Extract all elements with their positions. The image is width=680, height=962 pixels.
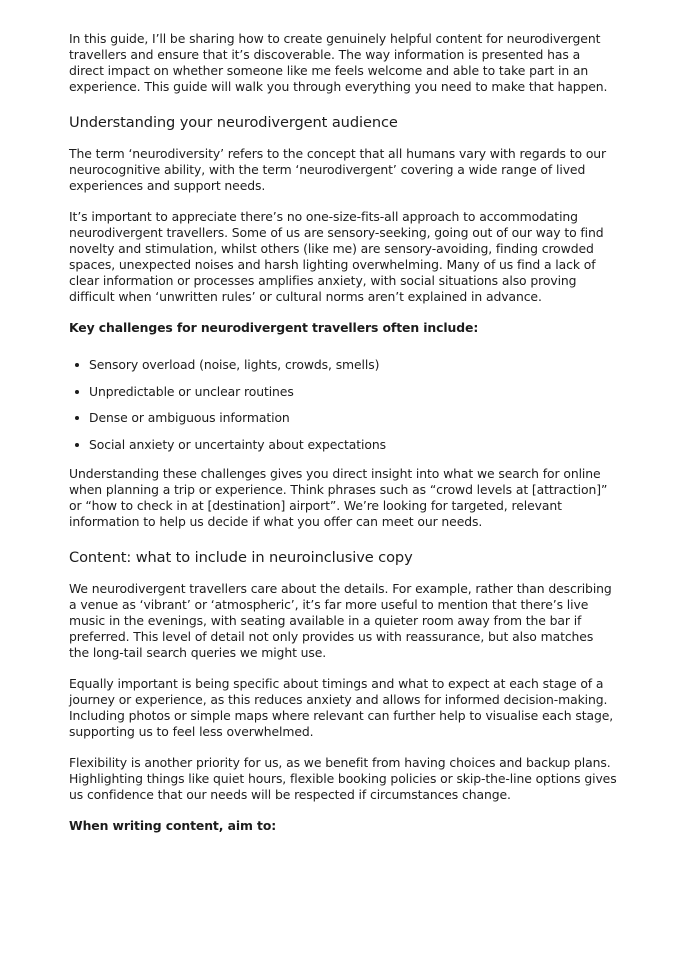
section-heading-content: Content: what to include in neuroinclusive copy bbox=[69, 548, 413, 566]
list-item: Sensory overload (noise, lights, crowds, smells) bbox=[69, 357, 617, 373]
list-item: Social anxiety or uncertainty about expectations bbox=[69, 437, 617, 453]
list-item: Unpredictable or unclear routines bbox=[69, 384, 617, 400]
article-body bbox=[69, 31, 617, 834]
challenges-list bbox=[69, 357, 617, 453]
challenges-list-intro: Key challenges for neurodivergent travellers often include: bbox=[69, 320, 479, 335]
paragraph-care-about-details: We neurodivergent travellers care about the details. For example, rather than describing a venue as ‘vibrant’ or ‘atmospheric’, it’s far more useful to mention that there’s live music in the evenings, with seating available in a quieter room away from the bar if preferred. This level of detail not only provides us with reassurance, but also matches the long-tail search queries we might use. bbox=[69, 580, 612, 660]
paragraph-timings: Equally important is being specific about timings and what to expect at each stage of a journey or experience, as this reduces anxiety and allows for informed decision-making. Including photos or simple maps where relevant can further help to visualise each stage, supporting us to feel less overwhelmed. bbox=[69, 675, 614, 739]
paragraph-neurodiversity-definition: The term ‘neurodiversity’ refers to the concept that all humans vary with regards to our neurocognitive ability, with the term ‘neurodivergent’ covering a wide range of lived experiences and support needs. bbox=[69, 146, 607, 193]
paragraph-flexibility: Flexibility is another priority for us, as we benefit from having choices and backup plans. Highlighting things like quiet hours, flexible booking policies or skip-the-line options gives us confidence that our needs will be respected if circumstances change. bbox=[69, 754, 617, 802]
paragraph-no-one-size-fits-all: It’s important to appreciate there’s no one-size-fits-all approach to accommodating neurodivergent travellers. Some of us are sensory-seeking, going out of our way to find novelty and stimulation, whilst others (like me) are sensory-avoiding, finding crowded spaces, unexpected noises and harsh lighting overwhelming. Many of us find a lack of clear information or processes amplifies anxiety, with social situations also proving difficult when ‘unwritten rules’ or cultural norms aren’t explained in advance. bbox=[69, 209, 604, 304]
paragraph-understanding-challenges: Understanding these challenges gives you direct insight into what we search for online when planning a trip or experience. Think phrases such as “crowd levels at [attraction]” or “how to check in at [destination] airport”. We’re looking for targeted, relevant information to help us decide if what you offer can meet our needs. bbox=[69, 465, 608, 529]
writing-aims-intro: When writing content, aim to: bbox=[69, 817, 277, 833]
intro-paragraph: In this guide, I’ll be sharing how to create genuinely helpful content for neurodivergent travellers and ensure that it’s discoverable. The way information is presented has a direct impact on whether someone like me feels welcome and able to take part in an experience. This guide will walk you through everything you need to make that happen. bbox=[69, 31, 608, 94]
section-heading-audience: Understanding your neurodivergent audience bbox=[69, 114, 398, 131]
list-item: Dense or ambiguous information bbox=[69, 410, 617, 426]
